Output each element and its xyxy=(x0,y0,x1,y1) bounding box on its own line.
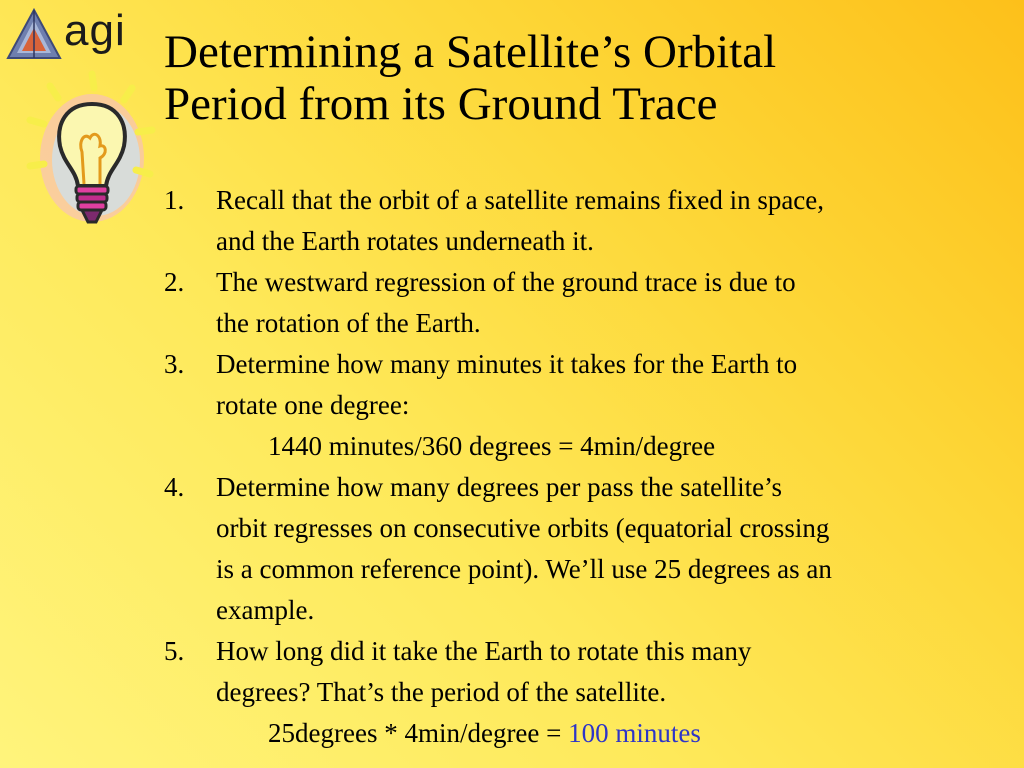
step-number: 4. xyxy=(164,472,185,502)
step-formula: 1440 minutes/360 degrees = 4min/degree xyxy=(268,431,716,461)
slide-title xyxy=(164,26,1014,130)
step-text-line: the rotation of the Earth. xyxy=(216,308,481,338)
step-text-line: Determine how many minutes it takes for the Earth to xyxy=(216,349,798,379)
slide-title-line: Period from its Ground Trace xyxy=(164,78,718,130)
step-text-line: Recall that the orbit of a satellite remains fixed in space, xyxy=(216,185,825,215)
step-number: 5. xyxy=(164,636,185,666)
step-text-line: rotate one degree: xyxy=(216,390,410,420)
step-formula-expression: 25degrees * 4min/degree = xyxy=(268,718,569,748)
slide-title-line: Determining a Satellite’s Orbital xyxy=(164,26,777,78)
step-item xyxy=(164,467,1014,631)
step-formula xyxy=(216,713,1014,754)
step-item xyxy=(164,262,1014,344)
step-text-line: Determine how many degrees per pass the satellite’s xyxy=(216,472,783,502)
step-text-line: is a common reference point). We’ll use 25 degrees as an xyxy=(216,554,832,584)
step-formula-result: 100 minutes xyxy=(568,718,701,748)
step-item xyxy=(164,344,1014,467)
agi-logo-text: agi xyxy=(64,6,126,55)
agi-triangle-icon xyxy=(4,6,64,64)
step-text-line: and the Earth rotates underneath it. xyxy=(216,226,594,256)
step-text-line: example. xyxy=(216,595,315,625)
step-number: 3. xyxy=(164,349,185,379)
lightbulb-icon xyxy=(20,66,162,244)
step-number: 1. xyxy=(164,185,185,215)
step-text-line: How long did it take the Earth to rotate this many xyxy=(216,636,752,666)
step-number: 2. xyxy=(164,267,185,297)
step-text-line: orbit regresses on consecutive orbits (equatorial crossing xyxy=(216,513,830,543)
step-item xyxy=(164,180,1014,262)
step-text-line: The westward regression of the ground trace is due to xyxy=(216,267,796,297)
step-item xyxy=(164,631,1014,754)
steps-list xyxy=(164,180,1014,754)
step-text-line: degrees? That’s the period of the satellite. xyxy=(216,677,667,707)
agi-logo xyxy=(4,6,144,64)
